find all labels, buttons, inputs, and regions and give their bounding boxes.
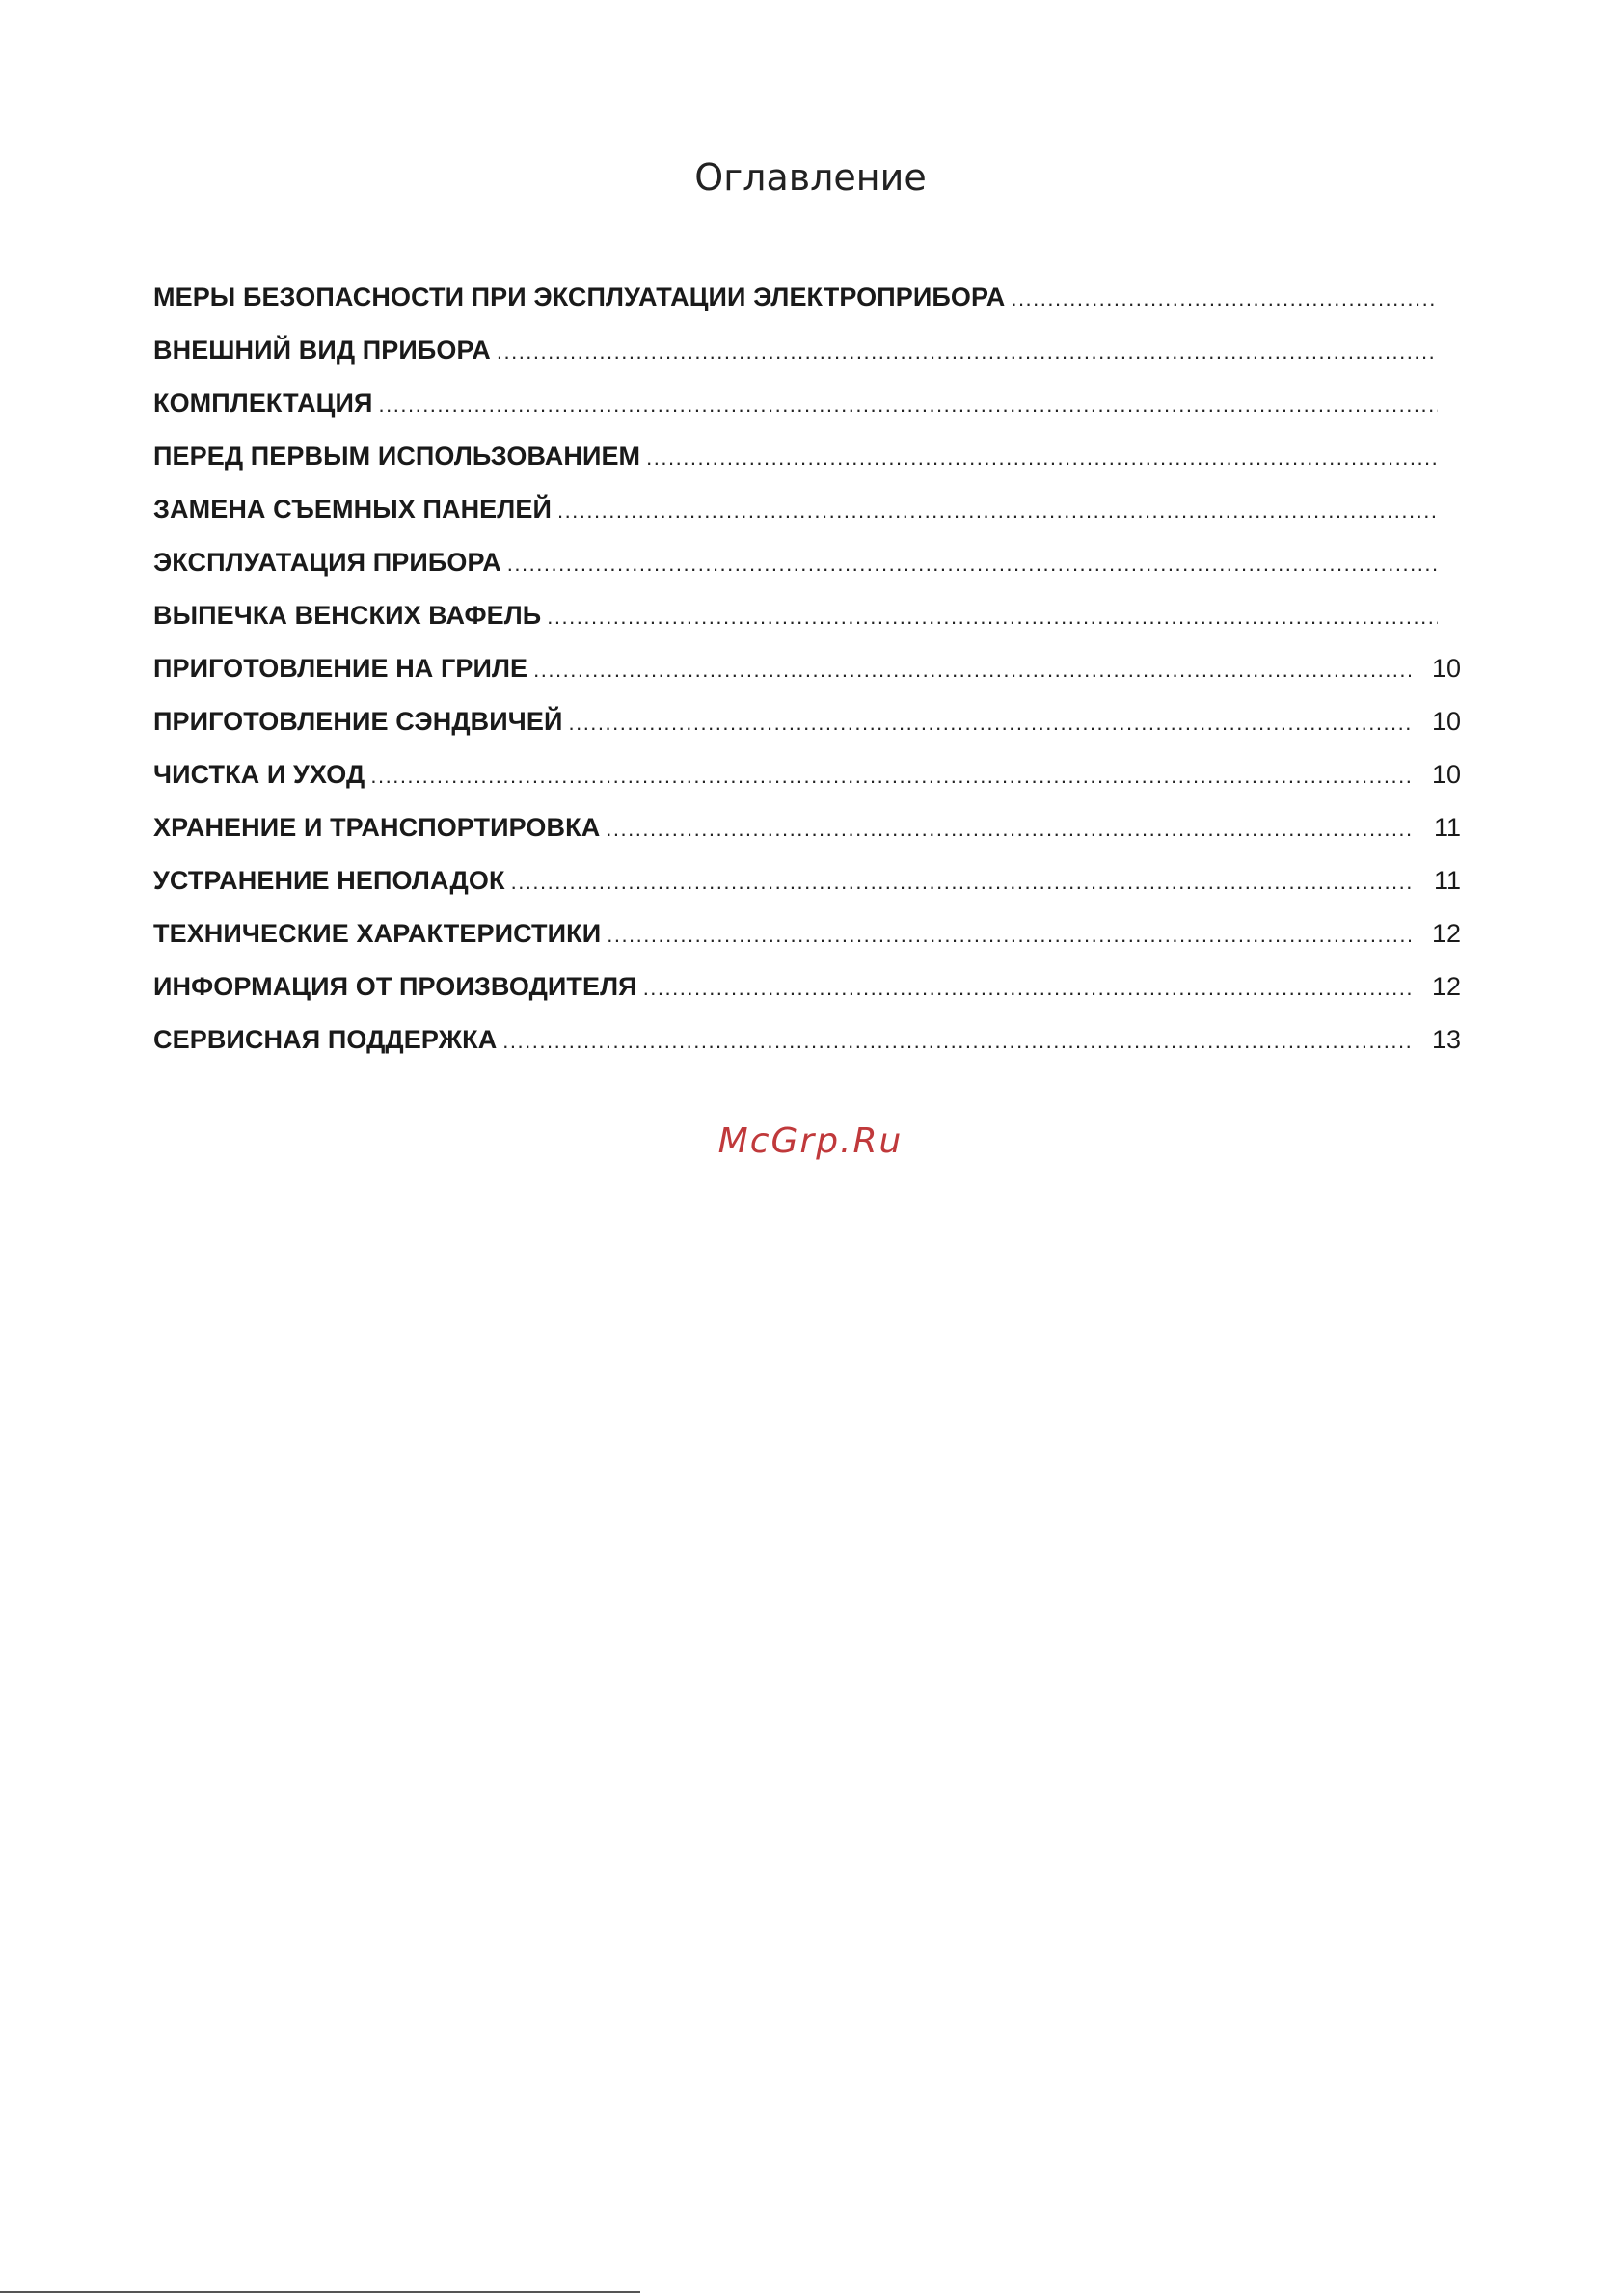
toc-entry[interactable] xyxy=(153,642,1461,695)
toc-entry[interactable] xyxy=(153,377,1461,430)
toc-entry-title: ПРИГОТОВЛЕНИЕ СЭНДВИЧЕЙ xyxy=(153,707,563,736)
toc-entry-page: 11 xyxy=(1433,866,1461,895)
toc-entry-title: МЕРЫ БЕЗОПАСНОСТИ ПРИ ЭКСПЛУАТАЦИИ ЭЛЕКТРОПРИБОРА xyxy=(153,283,1006,311)
toc-leader-dots xyxy=(507,537,1438,590)
toc-entry[interactable] xyxy=(153,483,1461,536)
toc-entry-title: ВЫПЕЧКА ВЕНСКИХ ВАФЕЛЬ xyxy=(153,601,542,630)
toc-leader-dots xyxy=(379,378,1438,431)
footer-rule xyxy=(0,2291,640,2293)
toc-entry-title: УСТРАНЕНИЕ НЕПОЛАДОК xyxy=(153,866,505,895)
toc-entry-page: 11 xyxy=(1433,813,1461,842)
toc-entry-title: СЕРВИСНАЯ ПОДДЕРЖКА xyxy=(153,1025,498,1054)
toc-entry[interactable] xyxy=(153,907,1461,960)
toc-leader-dots xyxy=(511,855,1411,908)
toc-leader-dots xyxy=(557,484,1438,537)
toc-leader-dots xyxy=(607,908,1411,961)
toc-entry-page: 10 xyxy=(1431,654,1461,683)
toc-leader-dots xyxy=(646,431,1438,484)
toc-entry-title: ПРИГОТОВЛЕНИЕ НА ГРИЛЕ xyxy=(153,654,528,683)
toc-entry-page: 13 xyxy=(1431,1025,1461,1054)
toc-entry-page: 10 xyxy=(1431,760,1461,789)
toc-leader-dots xyxy=(533,643,1411,696)
toc-entry-title: ХРАНЕНИЕ И ТРАНСПОРТИРОВКА xyxy=(153,813,601,842)
toc-leader-dots xyxy=(643,961,1411,1014)
table-of-contents xyxy=(153,271,1461,1067)
watermark: McGrp.Ru xyxy=(717,1121,904,1161)
toc-entry[interactable] xyxy=(153,960,1461,1013)
toc-leader-dots xyxy=(502,1014,1411,1067)
toc-entry-title: ВНЕШНИЙ ВИД ПРИБОРА xyxy=(153,336,491,365)
toc-entry[interactable] xyxy=(153,748,1461,801)
toc-leader-dots xyxy=(370,749,1411,802)
toc-entry-title: ЧИСТКА И УХОД xyxy=(153,760,365,789)
page-title: Оглавление xyxy=(694,156,927,199)
toc-entry-title: ПЕРЕД ПЕРВЫМ ИСПОЛЬЗОВАНИЕМ xyxy=(153,442,641,471)
toc-leader-dots xyxy=(606,802,1411,855)
toc-entry-title: ТЕХНИЧЕСКИЕ ХАРАКТЕРИСТИКИ xyxy=(153,919,602,948)
toc-entry-page: 10 xyxy=(1431,707,1461,736)
toc-entry-page: 12 xyxy=(1431,919,1461,948)
toc-entry[interactable] xyxy=(153,589,1461,642)
toc-entry-title: ЭКСПЛУАТАЦИЯ ПРИБОРА xyxy=(153,548,501,577)
toc-entry[interactable] xyxy=(153,1013,1461,1067)
toc-entry[interactable] xyxy=(153,854,1461,907)
toc-entry[interactable] xyxy=(153,271,1461,324)
toc-entry[interactable] xyxy=(153,324,1461,377)
toc-leader-dots xyxy=(568,696,1411,749)
toc-entry-title: ЗАМЕНА СЪЕМНЫХ ПАНЕЛЕЙ xyxy=(153,495,552,524)
toc-leader-dots xyxy=(547,590,1438,643)
toc-entry[interactable] xyxy=(153,801,1461,854)
toc-entry-page: 12 xyxy=(1431,972,1461,1001)
toc-leader-dots xyxy=(497,325,1438,378)
toc-entry-title: КОМПЛЕКТАЦИЯ xyxy=(153,389,373,418)
toc-entry[interactable] xyxy=(153,536,1461,589)
toc-entry-title: ИНФОРМАЦИЯ ОТ ПРОИЗВОДИТЕЛЯ xyxy=(153,972,637,1001)
toc-leader-dots xyxy=(1011,272,1438,325)
toc-entry[interactable] xyxy=(153,430,1461,483)
toc-entry[interactable] xyxy=(153,695,1461,748)
